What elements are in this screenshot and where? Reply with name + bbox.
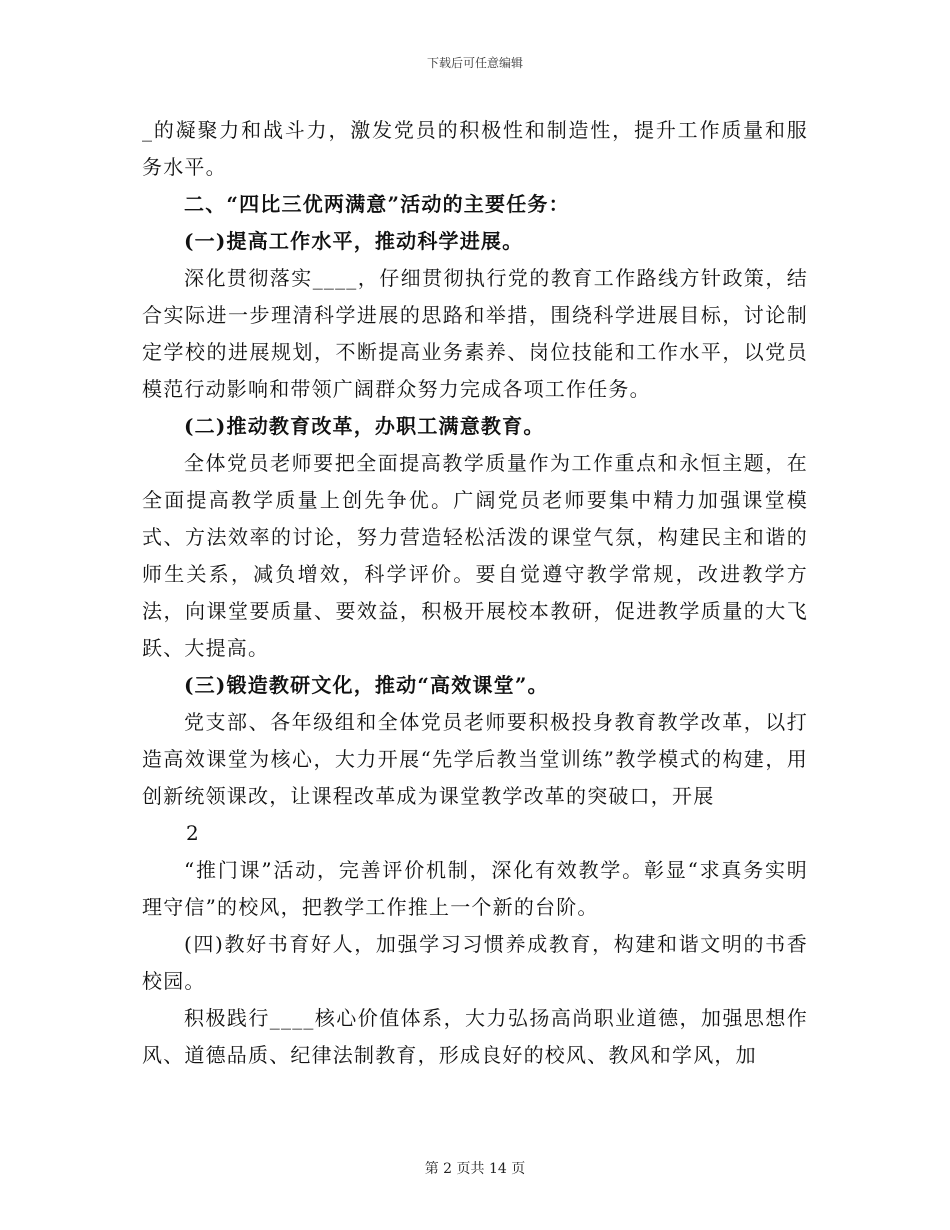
subsection-heading: (四)教好书育好人，加强学习习惯养成教育，构建和谐文明的书香校园。	[142, 932, 808, 993]
page-header: 下载后可任意编辑	[426, 56, 523, 70]
body-paragraph: 全体党员老师要把全面提高教学质量作为工作重点和永恒主题，在全面提高教学质量上创先争优。广阔党员老师要集中精力加强课堂模式、方法效率的讨论，努力营造轻松活泼的课堂气氛，构建民主和谐的师生关系，减负增效，科学评价。要自觉遵守教学常规，改进教学方法，向课堂要质量、要效益，积极开展校本教研，促进教学质量的大飞跃、大提高。	[142, 451, 808, 660]
page-footer: 第 2 页共 14 页	[424, 1161, 526, 1177]
body-paragraph: 党支部、各年级组和全体党员老师要积极投身教育教学改革，以打造高效课堂为核心，大力开展“先学后教当堂训练”教学模式的构建，用创新统领课改，让课程改革成为课堂教学改革的突破口，开展	[142, 710, 808, 808]
body-paragraph: “推门课”活动，完善评价机制，深化有效教学。彰显“求真务实明理守信”的校风，把教学工作推上一个新的台阶。	[142, 858, 808, 919]
document-body	[142, 112, 808, 1074]
subsection-heading: (一)提高工作水平，推动科学进展。	[184, 229, 524, 253]
section-heading: 二、“四比三优两满意”活动的主要任务：	[184, 192, 570, 216]
body-paragraph: _的凝聚力和战斗力，激发党员的积极性和制造性，提升工作质量和服务水平。	[142, 118, 808, 179]
body-paragraph: 积极践行____核心价值体系，大力弘扬高尚职业道德，加强思想作风、道德品质、纪律法制教育，形成良好的校风、教风和学风，加	[142, 1006, 808, 1067]
inline-page-number: 2	[186, 821, 199, 845]
subsection-heading: (二)推动教育改革，办职工满意教育。	[184, 414, 545, 438]
body-paragraph: 深化贯彻落实____，仔细贯彻执行党的教育工作路线方针政策，结合实际进一步理清科学进展的思路和举措，围绕科学进展目标，讨论制定学校的进展规划，不断提高业务素养、岗位技能和工作水平，以党员模范行动影响和带领广阔群众努力完成各项工作任务。	[142, 266, 808, 401]
subsection-heading: (三)锻造教研文化，推动“高效课堂”。	[184, 673, 549, 697]
